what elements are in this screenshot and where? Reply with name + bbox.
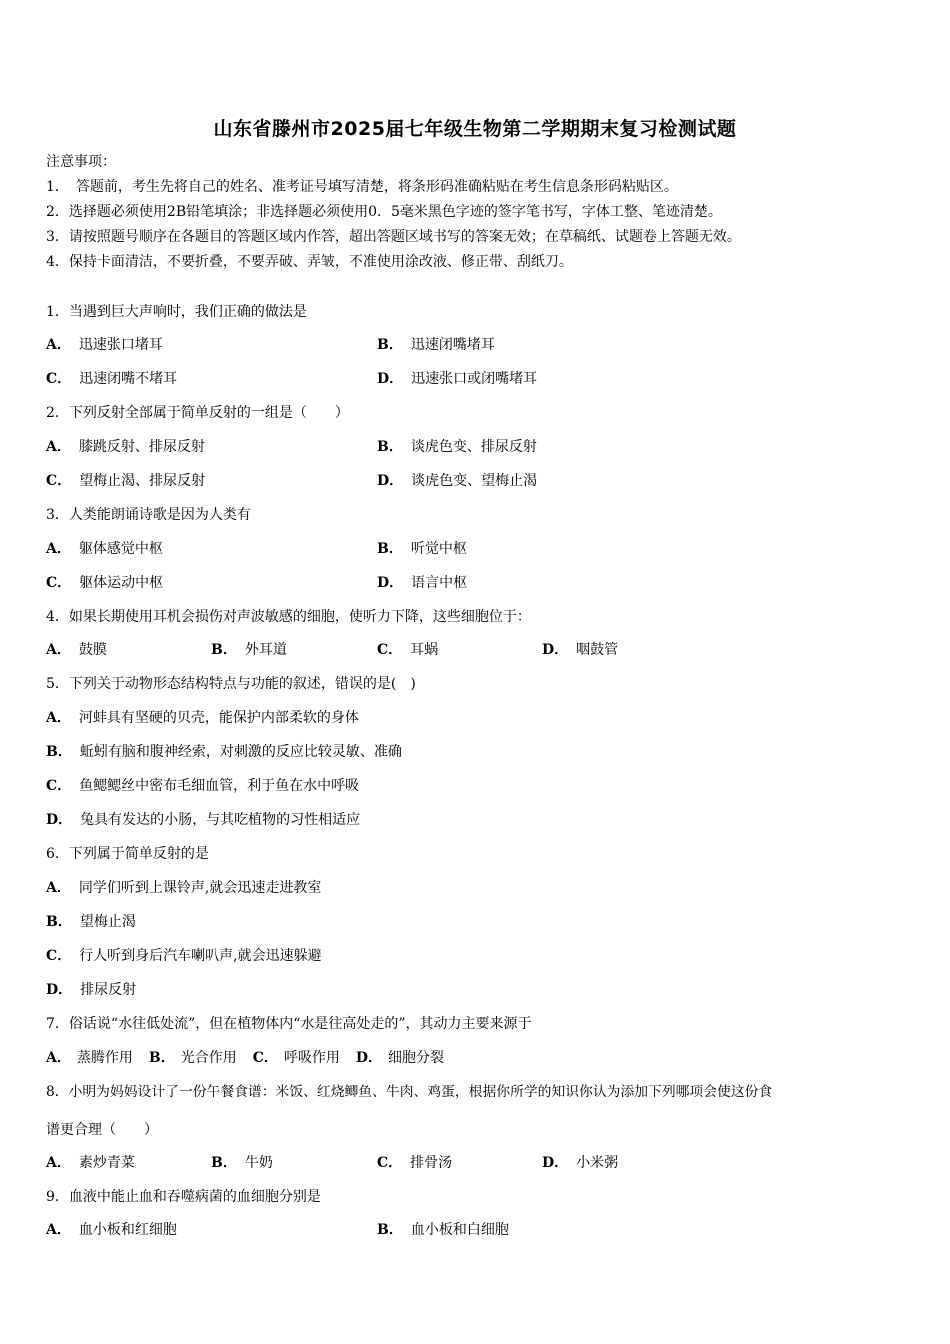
option-letter: D． — [377, 371, 404, 387]
option-letter: C． — [46, 575, 72, 591]
option-a — [46, 709, 359, 727]
option-text: 鼓膜 — [78, 642, 107, 658]
option-b — [211, 1154, 273, 1172]
option-c — [46, 947, 322, 965]
option-text: 血小板和红细胞 — [78, 1222, 177, 1238]
option-text: 鱼鳃鳃丝中密布毛细血管，利于鱼在水中呼吸 — [79, 778, 360, 794]
option-c — [46, 370, 177, 388]
option-letter: D． — [355, 1050, 383, 1066]
notice-item: 4．保持卡面清洁，不要折叠，不要弄破、弄皱，不准使用涂改液、修正带、刮纸刀。 — [46, 254, 573, 270]
option-letter: A． — [46, 1222, 71, 1238]
option-d — [542, 641, 618, 659]
option-b — [149, 1050, 237, 1066]
option-text: 咽鼓管 — [576, 642, 619, 658]
question-stem: 7．俗话说“水往低处流”，但在植物体内“水是往高处走的”，其动力主要来源于 — [46, 1016, 532, 1032]
option-c — [377, 1154, 452, 1172]
option-text: 兔具有发达的小肠，与其吃植物的习性相适应 — [80, 812, 361, 828]
notice-item: 3．请按照题号顺序在各题目的答题区域内作答，超出答题区域书写的答案无效；在草稿纸、试题卷上答题无效。 — [46, 229, 741, 245]
option-letter: B． — [46, 744, 72, 760]
question-stem: 3．人类能朗诵诗歌是因为人类有 — [46, 507, 251, 523]
option-text: 光合作用 — [180, 1050, 237, 1066]
option-letter: B． — [377, 541, 403, 557]
option-text: 呼吸作用 — [283, 1050, 340, 1066]
option-letter: C． — [377, 642, 403, 658]
page-title: 山东省滕州市2025届七年级生物第二学期期末复习检测试题 — [213, 118, 737, 140]
option-c — [46, 574, 163, 592]
option-letter: B． — [377, 337, 403, 353]
option-b — [46, 913, 136, 931]
option-letter: B． — [377, 1222, 403, 1238]
option-letter: D． — [46, 812, 73, 828]
option-text: 迅速闭嘴堵耳 — [410, 337, 495, 353]
option-letter: A． — [46, 1155, 71, 1171]
option-b — [377, 540, 467, 558]
option-letter: B． — [46, 914, 72, 930]
option-text: 素炒青菜 — [78, 1155, 135, 1171]
option-letter: D． — [542, 642, 569, 658]
option-text: 躯体运动中枢 — [79, 575, 164, 591]
option-d — [377, 472, 537, 490]
option-text: 听觉中枢 — [410, 541, 467, 557]
option-a — [46, 1050, 133, 1066]
option-text: 谈虎色变、望梅止渴 — [411, 473, 538, 489]
option-text: 同学们听到上课铃声,就会迅速走进教室 — [78, 880, 322, 896]
option-text: 血小板和白细胞 — [410, 1222, 509, 1238]
option-letter: D． — [377, 473, 404, 489]
option-d — [46, 811, 360, 829]
question-stem: 2．下列反射全部属于简单反射的一组是（ ） — [46, 405, 349, 421]
option-a — [46, 1221, 177, 1239]
option-text: 牛奶 — [244, 1155, 273, 1171]
option-a — [46, 1154, 135, 1172]
option-b — [377, 438, 537, 456]
option-text: 小米粥 — [576, 1155, 619, 1171]
option-letter: B． — [148, 1050, 175, 1066]
option-text: 迅速闭嘴不堵耳 — [79, 371, 178, 387]
option-letter: D． — [377, 575, 404, 591]
option-letter: B． — [377, 439, 403, 455]
option-text: 望梅止渴 — [79, 914, 136, 930]
option-text: 迅速张口或闭嘴堵耳 — [411, 371, 538, 387]
option-c — [377, 641, 438, 659]
option-letter: B． — [211, 1155, 237, 1171]
question-stem: 9．血液中能止血和吞噬病菌的血细胞分别是 — [46, 1189, 321, 1205]
option-letter: C． — [377, 1155, 403, 1171]
option-letter: A． — [46, 541, 71, 557]
option-letter: A． — [46, 710, 71, 726]
option-text: 行人听到身后汽车喇叭声,就会迅速躲避 — [79, 948, 322, 964]
option-text: 排尿反射 — [80, 982, 137, 998]
option-a — [46, 438, 205, 456]
option-d — [377, 370, 537, 388]
option-d — [377, 574, 467, 592]
option-text: 细胞分裂 — [388, 1050, 445, 1066]
option-letter: C． — [46, 778, 72, 794]
option-text: 外耳道 — [244, 642, 287, 658]
option-b — [46, 743, 402, 761]
notice-item: 1． 答题前，考生先将自己的姓名、准考证号填写清楚，将条形码准确粘贴在考生信息条形码粘贴区。 — [46, 179, 678, 195]
notice-item: 2．选择题必须使用2B铅笔填涂；非选择题必须使用0．5毫米黑色字迹的签字笔书写，字体工整、笔迹清楚。 — [46, 204, 722, 220]
option-b — [211, 641, 287, 659]
option-text: 排骨汤 — [410, 1155, 453, 1171]
option-letter: C． — [46, 473, 72, 489]
option-row — [46, 1049, 460, 1067]
option-text: 耳蜗 — [410, 642, 439, 658]
option-c — [46, 472, 205, 490]
option-a — [46, 336, 163, 354]
option-text: 谈虎色变、排尿反射 — [410, 439, 537, 455]
option-letter: A． — [46, 642, 71, 658]
option-text: 躯体感觉中枢 — [78, 541, 163, 557]
option-letter: C． — [252, 1050, 278, 1066]
option-d — [356, 1050, 444, 1066]
option-a — [46, 641, 107, 659]
option-b — [377, 1221, 509, 1239]
question-stem: 4．如果长期使用耳机会损伤对声波敏感的细胞，使听力下降，这些细胞位于： — [46, 609, 531, 625]
question-stem: 5．下列关于动物形态结构特点与功能的叙述，错误的是( ) — [46, 676, 416, 692]
option-letter: C． — [46, 371, 72, 387]
option-letter: B． — [211, 642, 237, 658]
option-letter: A． — [46, 337, 71, 353]
option-a — [46, 540, 163, 558]
option-letter: A． — [46, 439, 71, 455]
option-text: 望梅止渴、排尿反射 — [79, 473, 206, 489]
option-c — [253, 1050, 340, 1066]
question-stem: 1．当遇到巨大声响时，我们正确的做法是 — [46, 304, 307, 320]
option-letter: A． — [46, 1050, 71, 1066]
option-a — [46, 879, 321, 897]
question-stem: 8．小明为妈妈设计了一份午餐食谱：米饭、红烧鲫鱼、牛肉、鸡蛋，根据你所学的知识你认为添加下列哪项会使这份食 — [46, 1084, 773, 1100]
option-text: 蚯蚓有脑和腹神经索，对刺激的反应比较灵敏、准确 — [79, 744, 402, 760]
option-letter: D． — [542, 1155, 569, 1171]
notice-heading: 注意事项： — [46, 154, 116, 170]
question-stem-continued: 谱更合理（ ） — [46, 1122, 158, 1138]
option-text: 语言中枢 — [411, 575, 468, 591]
option-d — [542, 1154, 618, 1172]
option-letter: A． — [46, 880, 71, 896]
option-text: 迅速张口堵耳 — [78, 337, 163, 353]
option-c — [46, 777, 359, 795]
option-text: 蒸腾作用 — [76, 1050, 133, 1066]
option-text: 河蚌具有坚硬的贝壳，能保护内部柔软的身体 — [78, 710, 359, 726]
option-d — [46, 981, 136, 999]
question-stem: 6．下列属于简单反射的是 — [46, 846, 209, 862]
option-letter: D． — [46, 982, 73, 998]
option-b — [377, 336, 495, 354]
option-letter: C． — [46, 948, 72, 964]
option-text: 膝跳反射、排尿反射 — [78, 439, 205, 455]
